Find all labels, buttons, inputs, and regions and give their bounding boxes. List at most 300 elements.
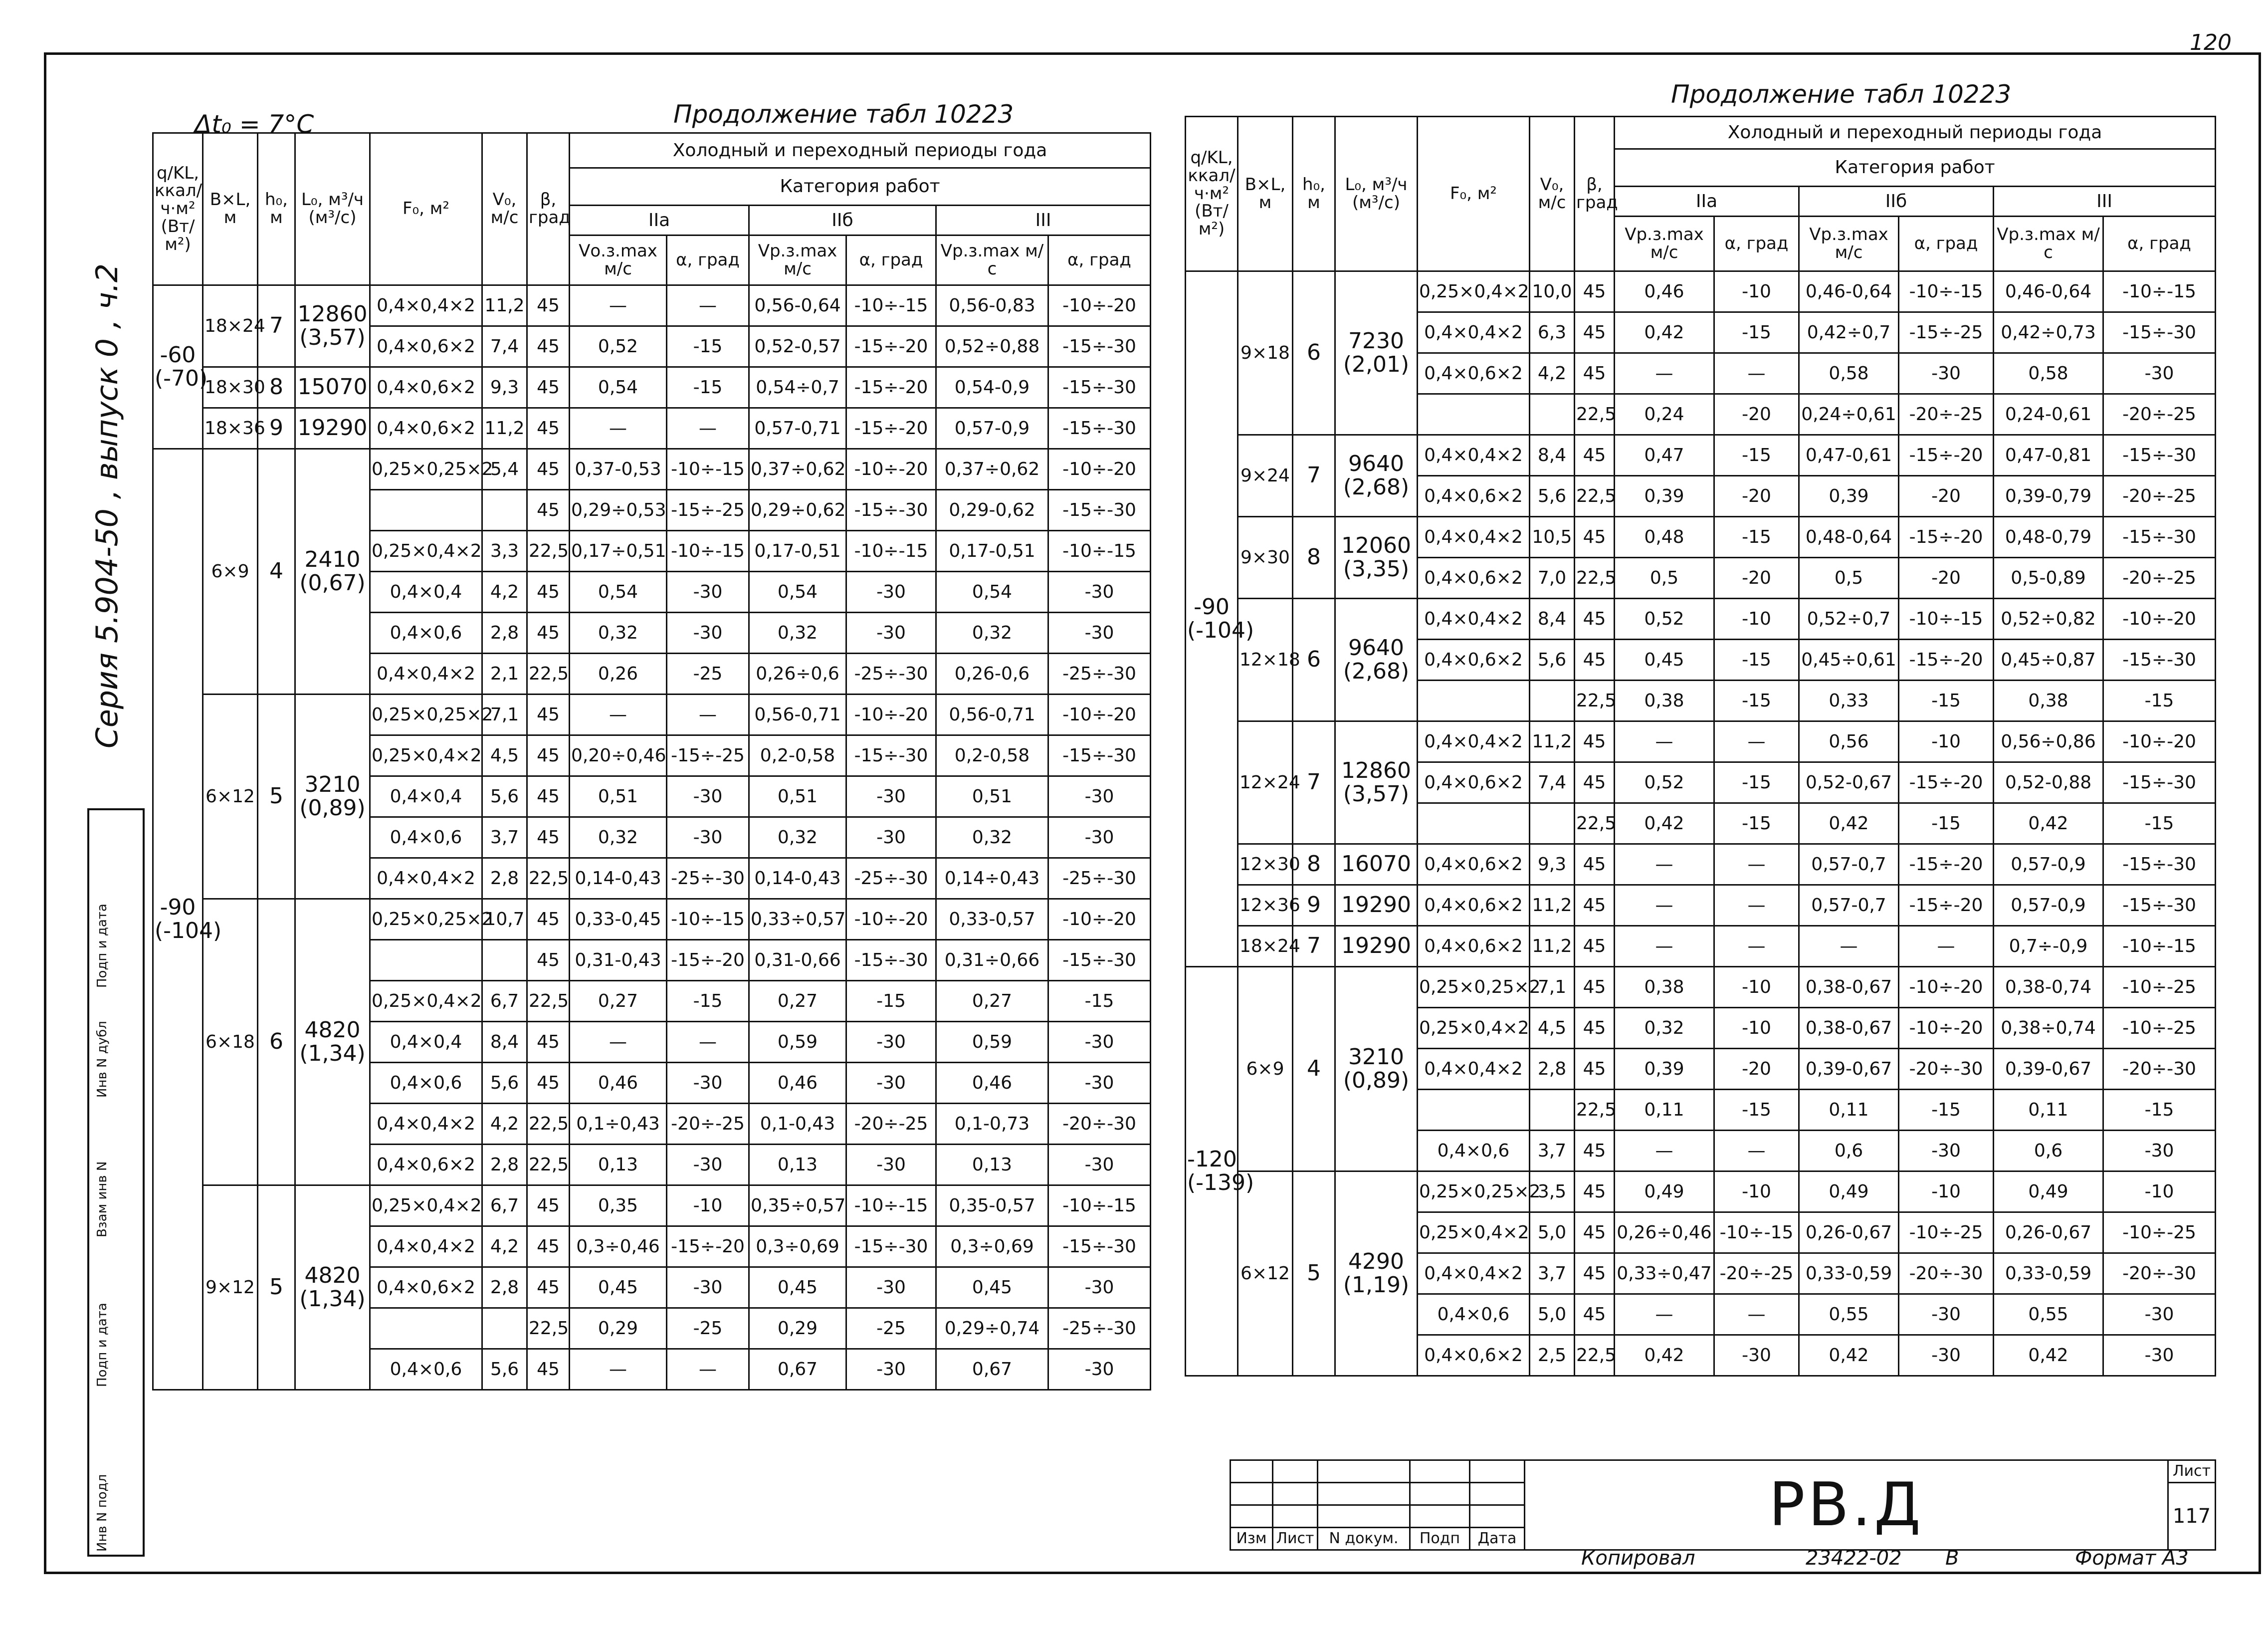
area-cell: 0,4×0,6×2 <box>370 1267 482 1308</box>
sub-v3: Vр.з.max м/с <box>1994 217 2103 271</box>
airflow-cell: 15070 <box>295 367 370 408</box>
area-cell: 0,4×0,4×2 <box>1418 1253 1530 1294</box>
a2a-cell: -30 <box>667 613 749 654</box>
v3-cell: 0,38 <box>1994 681 2103 721</box>
a2a-cell: -15 <box>1714 803 1799 844</box>
v2b-cell: 0,38-0,67 <box>1799 1008 1899 1049</box>
a2b-cell: -10÷-15 <box>846 1185 936 1226</box>
airflow-cell: 7230 (2,01) <box>1335 271 1418 435</box>
a3-cell: -10÷-25 <box>2103 1008 2216 1049</box>
table-row <box>153 367 1151 408</box>
area-cell <box>1418 681 1530 721</box>
v2b-cell: 0,38-0,67 <box>1799 967 1899 1008</box>
v2b-cell: 0,52÷0,7 <box>1799 599 1899 640</box>
area-cell: 0,25×0,4×2 <box>1418 1008 1530 1049</box>
a2a-cell: -15÷-20 <box>667 1226 749 1267</box>
angle-cell: 22,5 <box>527 858 570 899</box>
v2a-cell: 0,46 <box>1615 271 1714 312</box>
velocity-cell: 11,2 <box>1530 721 1575 762</box>
v2a-cell: 0,52 <box>1615 599 1714 640</box>
a3-cell: -15÷-30 <box>1048 367 1151 408</box>
table-row <box>1186 885 2216 926</box>
table-row <box>153 695 1151 735</box>
a2a-cell: -10 <box>1714 271 1799 312</box>
height-cell: 7 <box>1293 926 1335 967</box>
col-lo: L₀, м³/ч (м³/с) <box>295 133 370 285</box>
velocity-cell: 5,6 <box>1530 476 1575 517</box>
airflow-cell: 19290 <box>1335 885 1418 926</box>
v3-cell: 0,35-0,57 <box>936 1185 1048 1226</box>
v2b-cell: 0,37÷0,62 <box>749 449 846 490</box>
v2b-cell: 0,42 <box>1799 803 1899 844</box>
area-cell: 0,4×0,6 <box>1418 1131 1530 1171</box>
v2a-cell: 0,35 <box>570 1185 667 1226</box>
a2a-cell: -15 <box>1714 517 1799 558</box>
area-cell: 0,4×0,6×2 <box>1418 640 1530 681</box>
v2b-cell: 0,52-0,67 <box>1799 762 1899 803</box>
right-table-body <box>1186 271 2216 1376</box>
sub-v1: Vр.з.max м/с <box>1615 217 1714 271</box>
a3-cell: -30 <box>1048 1022 1151 1063</box>
v3-cell: 0,67 <box>936 1349 1048 1390</box>
area-cell: 0,25×0,4×2 <box>1418 1212 1530 1253</box>
angle-cell: 22,5 <box>1575 394 1615 435</box>
v3-cell: 0,54 <box>936 572 1048 613</box>
airflow-cell: 4820 (1,34) <box>295 1185 370 1390</box>
v3-cell: 0,6 <box>1994 1131 2103 1171</box>
a2a-cell: — <box>1714 721 1799 762</box>
table-row <box>153 449 1151 490</box>
v2b-cell: 0,14-0,43 <box>749 858 846 899</box>
a3-cell: -10÷-15 <box>1048 1185 1151 1226</box>
v3-cell: 0,58 <box>1994 353 2103 394</box>
area-cell: 0,4×0,6×2 <box>1418 885 1530 926</box>
col-fo: F₀, м² <box>370 133 482 285</box>
angle-cell: 45 <box>1575 721 1615 762</box>
v3-cell: 0,49 <box>1994 1171 2103 1212</box>
height-cell: 5 <box>258 695 295 899</box>
a2a-cell: -15 <box>667 326 749 367</box>
v2b-cell: 0,52-0,57 <box>749 326 846 367</box>
v2b-cell: 0,51 <box>749 776 846 817</box>
v2a-cell: 0,52 <box>1615 762 1714 803</box>
velocity-cell: 7,1 <box>1530 967 1575 1008</box>
v2b-cell: 0,26÷0,6 <box>749 654 846 695</box>
cat-3: III <box>936 206 1151 235</box>
a2b-cell: -30 <box>1899 1294 1994 1335</box>
col-q: q/KL, ккал/ч·м² (Вт/м²) <box>153 133 203 285</box>
v2a-cell: — <box>1615 721 1714 762</box>
a2b-cell: -15÷-30 <box>846 490 936 531</box>
area-cell: 0,4×0,6×2 <box>1418 1335 1530 1376</box>
area-cell: 0,4×0,4×2 <box>370 1104 482 1145</box>
a3-cell: -15÷-30 <box>2103 762 2216 803</box>
cat-3: III <box>1994 187 2216 217</box>
v2b-cell: 0,35÷0,57 <box>749 1185 846 1226</box>
angle-cell: 22,5 <box>527 654 570 695</box>
v3-cell: 0,51 <box>936 776 1048 817</box>
a2b-cell: -15÷-30 <box>846 735 936 776</box>
a2b-cell: -10÷-15 <box>1899 599 1994 640</box>
v2a-cell: 0,32 <box>1615 1008 1714 1049</box>
stamp-inv-dubl: Инв N дубл <box>95 1021 110 1098</box>
v2b-cell: 0,56-0,71 <box>749 695 846 735</box>
angle-cell: 45 <box>527 408 570 449</box>
v2b-cell: 0,2-0,58 <box>749 735 846 776</box>
col-lo: L₀, м³/ч (м³/с) <box>1335 117 1418 271</box>
angle-cell: 45 <box>527 285 570 326</box>
a2b-cell: -25÷-30 <box>846 858 936 899</box>
tb-ndok: N докум. <box>1318 1528 1410 1550</box>
v3-cell: 0,37÷0,62 <box>936 449 1048 490</box>
velocity-cell: 3,7 <box>482 817 527 858</box>
a2a-cell: -10 <box>1714 1171 1799 1212</box>
a3-cell: -15÷-30 <box>1048 326 1151 367</box>
area-cell: 0,4×0,6×2 <box>1418 926 1530 967</box>
heat-flux-cell: -90 (-104) <box>1186 271 1238 967</box>
a3-cell: -15÷-30 <box>1048 735 1151 776</box>
velocity-cell: 8,4 <box>482 1022 527 1063</box>
v2a-cell: — <box>570 1349 667 1390</box>
v3-cell: 0,32 <box>936 817 1048 858</box>
v3-cell: 0,33-0,57 <box>936 899 1048 940</box>
a3-cell: -15 <box>2103 803 2216 844</box>
a3-cell: -10÷-20 <box>1048 695 1151 735</box>
height-cell: 7 <box>258 285 295 367</box>
velocity-cell <box>1530 1090 1575 1131</box>
table-row <box>153 899 1151 940</box>
angle-cell: 45 <box>1575 640 1615 681</box>
area-cell: 0,4×0,4×2 <box>370 654 482 695</box>
a2a-cell: -15÷-25 <box>667 735 749 776</box>
a2a-cell: -10÷-15 <box>667 899 749 940</box>
v2b-cell: 0,48-0,64 <box>1799 517 1899 558</box>
room-size-cell: 9×18 <box>1238 271 1293 435</box>
a2a-cell: — <box>1714 926 1799 967</box>
a3-cell: -30 <box>2103 1335 2216 1376</box>
v3-cell: 0,38-0,74 <box>1994 967 2103 1008</box>
tb-list: Лист <box>1273 1528 1318 1550</box>
v3-cell: 0,27 <box>936 981 1048 1022</box>
a2b-cell: -10 <box>1899 1171 1994 1212</box>
a3-cell: -30 <box>2103 1294 2216 1335</box>
sheet-label: Лист <box>2168 1460 2216 1483</box>
right-data-table <box>1185 116 2216 1377</box>
a3-cell: -10÷-20 <box>1048 899 1151 940</box>
col-h: h₀, м <box>1293 117 1335 271</box>
velocity-cell: 3,3 <box>482 531 527 572</box>
angle-cell: 45 <box>1575 1008 1615 1049</box>
a3-cell: -15÷-30 <box>2103 517 2216 558</box>
velocity-cell: 6,7 <box>482 1185 527 1226</box>
area-cell: 0,25×0,4×2 <box>370 981 482 1022</box>
sub-a2: α, град <box>1899 217 1994 271</box>
angle-cell: 45 <box>1575 1294 1615 1335</box>
a2a-cell: -15÷-25 <box>667 490 749 531</box>
velocity-cell: 2,8 <box>482 1145 527 1185</box>
v3-cell: 0,2-0,58 <box>936 735 1048 776</box>
area-cell: 0,4×0,6 <box>370 1349 482 1390</box>
velocity-cell: 8,4 <box>1530 435 1575 476</box>
velocity-cell: 2,5 <box>1530 1335 1575 1376</box>
room-size-cell: 9×30 <box>1238 517 1293 599</box>
height-cell: 4 <box>258 449 295 695</box>
a2b-cell: -15 <box>1899 803 1994 844</box>
a3-cell: -10÷-15 <box>2103 271 2216 312</box>
angle-cell: 45 <box>527 899 570 940</box>
cat-2b: IIб <box>749 206 936 235</box>
angle-cell: 22,5 <box>527 1308 570 1349</box>
a2a-cell: — <box>1714 1131 1799 1171</box>
page-number: 120 <box>2190 30 2232 55</box>
angle-cell: 22,5 <box>1575 681 1615 721</box>
v2b-cell: 0,67 <box>749 1349 846 1390</box>
heat-flux-cell: -60 (-70) <box>153 285 203 449</box>
v2a-cell: 0,33÷0,47 <box>1615 1253 1714 1294</box>
area-cell: 0,4×0,4×2 <box>1418 599 1530 640</box>
area-cell <box>370 940 482 981</box>
v2b-cell: 0,49 <box>1799 1171 1899 1212</box>
col-fo: F₀, м² <box>1418 117 1530 271</box>
v2b-cell: 0,32 <box>749 817 846 858</box>
a2a-cell: -10 <box>667 1185 749 1226</box>
a3-cell: -20÷-25 <box>2103 476 2216 517</box>
v3-cell: 0,13 <box>936 1145 1048 1185</box>
right-table-title: Продолжение табл 10223 <box>1671 80 2012 109</box>
title-block <box>1230 1459 2216 1551</box>
velocity-cell: 6,7 <box>482 981 527 1022</box>
v3-cell: 0,46 <box>936 1063 1048 1104</box>
a3-cell: -20÷-30 <box>1048 1104 1151 1145</box>
velocity-cell: 4,2 <box>482 572 527 613</box>
angle-cell: 45 <box>1575 1253 1615 1294</box>
a2b-cell: -15÷-20 <box>1899 517 1994 558</box>
a3-cell: -15÷-30 <box>2103 435 2216 476</box>
a2a-cell: -20 <box>1714 394 1799 435</box>
a2a-cell: — <box>1714 1294 1799 1335</box>
v2a-cell: 0,33-0,45 <box>570 899 667 940</box>
area-cell <box>1418 394 1530 435</box>
v2a-cell: 0,29÷0,53 <box>570 490 667 531</box>
a2a-cell: -30 <box>667 776 749 817</box>
a2b-cell: -30 <box>846 1145 936 1185</box>
table-row <box>153 408 1151 449</box>
v2a-cell: — <box>1615 1131 1714 1171</box>
angle-cell: 45 <box>527 326 570 367</box>
tb-izm: Изм <box>1231 1528 1273 1550</box>
a2b-cell: -30 <box>1899 1335 1994 1376</box>
height-cell: 7 <box>1293 721 1335 844</box>
angle-cell: 22,5 <box>1575 1090 1615 1131</box>
room-size-cell: 18×36 <box>203 408 258 449</box>
airflow-cell: 9640 (2,68) <box>1335 599 1418 721</box>
v2b-cell: 0,59 <box>749 1022 846 1063</box>
a3-cell: -25÷-30 <box>1048 654 1151 695</box>
v2a-cell: 0,14-0,43 <box>570 858 667 899</box>
height-cell: 4 <box>1293 967 1335 1171</box>
sub-a1: α, град <box>667 235 749 285</box>
a2a-cell: — <box>667 695 749 735</box>
a2b-cell: -10÷-15 <box>1899 271 1994 312</box>
velocity-cell: 11,2 <box>1530 885 1575 926</box>
a2a-cell: -15 <box>667 981 749 1022</box>
sub-a2: α, град <box>846 235 936 285</box>
a2b-cell: -15 <box>1899 1090 1994 1131</box>
v2a-cell: 0,42 <box>1615 803 1714 844</box>
v2a-cell: 0,42 <box>1615 312 1714 353</box>
v3-cell: 0,11 <box>1994 1090 2103 1131</box>
a2b-cell: -30 <box>1899 1131 1994 1171</box>
angle-cell: 22,5 <box>1575 476 1615 517</box>
velocity-cell: 5,6 <box>1530 640 1575 681</box>
v2b-cell: — <box>1799 926 1899 967</box>
a2b-cell: -10 <box>1899 721 1994 762</box>
area-cell: 0,4×0,4×2 <box>370 858 482 899</box>
room-size-cell: 6×12 <box>1238 1171 1293 1376</box>
a2b-cell: -20÷-25 <box>1899 394 1994 435</box>
a2b-cell: -10÷-20 <box>1899 967 1994 1008</box>
angle-cell: 45 <box>1575 762 1615 803</box>
a3-cell: -30 <box>1048 1063 1151 1104</box>
a3-cell: -15 <box>2103 1090 2216 1131</box>
a2b-cell: -15÷-20 <box>1899 640 1994 681</box>
v3-cell: 0,55 <box>1994 1294 2103 1335</box>
heat-flux-cell: -90 (-104) <box>153 449 203 1390</box>
v3-cell: 0,26-0,67 <box>1994 1212 2103 1253</box>
v2a-cell: — <box>1615 844 1714 885</box>
a3-cell: -20÷-25 <box>2103 558 2216 599</box>
angle-cell: 45 <box>1575 435 1615 476</box>
airflow-cell: 2410 (0,67) <box>295 449 370 695</box>
a2b-cell: -25÷-30 <box>846 654 936 695</box>
v3-cell: 0,57-0,9 <box>936 408 1048 449</box>
room-size-cell: 12×18 <box>1238 599 1293 721</box>
a3-cell: -10÷-20 <box>1048 285 1151 326</box>
a3-cell: -15÷-30 <box>2103 312 2216 353</box>
table-row <box>1186 844 2216 885</box>
angle-cell: 45 <box>527 367 570 408</box>
angle-cell: 22,5 <box>527 531 570 572</box>
cat-2b: IIб <box>1799 187 1994 217</box>
a2b-cell: -30 <box>846 1349 936 1390</box>
v2a-cell: 0,11 <box>1615 1090 1714 1131</box>
angle-cell: 45 <box>1575 599 1615 640</box>
v3-cell: 0,38÷0,74 <box>1994 1008 2103 1049</box>
v2a-cell: — <box>570 408 667 449</box>
angle-cell: 45 <box>527 817 570 858</box>
angle-cell: 45 <box>1575 967 1615 1008</box>
a2a-cell: -30 <box>667 817 749 858</box>
a3-cell: -15÷-30 <box>1048 490 1151 531</box>
angle-cell: 45 <box>527 776 570 817</box>
v2b-cell: 0,39-0,67 <box>1799 1049 1899 1090</box>
room-size-cell: 12×36 <box>1238 885 1293 926</box>
a3-cell: -10÷-15 <box>1048 531 1151 572</box>
v2a-cell: 0,49 <box>1615 1171 1714 1212</box>
v2b-cell: 0,31-0,66 <box>749 940 846 981</box>
tb-podp: Подп <box>1410 1528 1470 1550</box>
a2a-cell: — <box>667 285 749 326</box>
v3-cell: 0,24-0,61 <box>1994 394 2103 435</box>
v2b-cell: 0,42÷0,7 <box>1799 312 1899 353</box>
v2a-cell: 0,54 <box>570 367 667 408</box>
footer-letter: В <box>1945 1547 1959 1570</box>
velocity-cell: 4,2 <box>482 1226 527 1267</box>
velocity-cell: 2,1 <box>482 654 527 695</box>
cat-2a: IIа <box>1615 187 1799 217</box>
a3-cell: -25÷-30 <box>1048 858 1151 899</box>
velocity-cell: 5,6 <box>482 1063 527 1104</box>
velocity-cell: 2,8 <box>482 858 527 899</box>
area-cell: 0,4×0,4×2 <box>1418 312 1530 353</box>
v2a-cell: — <box>1615 885 1714 926</box>
velocity-cell: 9,3 <box>1530 844 1575 885</box>
angle-cell: 45 <box>1575 926 1615 967</box>
velocity-cell: 7,1 <box>482 695 527 735</box>
area-cell <box>1418 1090 1530 1131</box>
area-cell: 0,4×0,4 <box>370 776 482 817</box>
v2a-cell: 0,32 <box>570 613 667 654</box>
area-cell: 0,4×0,6×2 <box>1418 558 1530 599</box>
v3-cell: 0,59 <box>936 1022 1048 1063</box>
room-size-cell: 18×30 <box>203 367 258 408</box>
a2b-cell: -10÷-15 <box>846 531 936 572</box>
velocity-cell: 5,6 <box>482 776 527 817</box>
v3-cell: 0,54-0,9 <box>936 367 1048 408</box>
v3-cell: 0,52÷0,82 <box>1994 599 2103 640</box>
velocity-cell: 11,2 <box>482 408 527 449</box>
room-size-cell: 6×9 <box>203 449 258 695</box>
velocity-cell: 7,4 <box>1530 762 1575 803</box>
v2b-cell: 0,33 <box>1799 681 1899 721</box>
a2a-cell: -10 <box>1714 1008 1799 1049</box>
area-cell <box>1418 803 1530 844</box>
left-table-title: Продолжение табл 10223 <box>673 100 1014 129</box>
area-cell: 0,25×0,4×2 <box>370 1185 482 1226</box>
area-cell: 0,4×0,6 <box>1418 1294 1530 1335</box>
v2b-cell: 0,26-0,67 <box>1799 1212 1899 1253</box>
v3-cell: 0,29÷0,74 <box>936 1308 1048 1349</box>
table-row <box>1186 517 2216 558</box>
area-cell: 0,4×0,4×2 <box>1418 1049 1530 1090</box>
area-cell: 0,25×0,25×2 <box>1418 967 1530 1008</box>
v2b-cell: 0,33-0,59 <box>1799 1253 1899 1294</box>
airflow-cell: 12060 (3,35) <box>1335 517 1418 599</box>
v3-cell: 0,32 <box>936 613 1048 654</box>
a2a-cell: -15 <box>1714 1090 1799 1131</box>
stamp-podp-data-1: Подп и дата <box>95 1303 110 1387</box>
v2a-cell: 0,45 <box>570 1267 667 1308</box>
v2b-cell: 0,32 <box>749 613 846 654</box>
area-cell: 0,4×0,6×2 <box>1418 762 1530 803</box>
airflow-cell: 3210 (0,89) <box>295 695 370 899</box>
v2a-cell: 0,47 <box>1615 435 1714 476</box>
col-vo: V₀, м/с <box>1530 117 1575 271</box>
angle-cell: 45 <box>527 1185 570 1226</box>
a2b-cell: -15÷-20 <box>1899 435 1994 476</box>
v2a-cell: 0,48 <box>1615 517 1714 558</box>
a2a-cell: -10 <box>1714 599 1799 640</box>
area-cell: 0,4×0,6×2 <box>1418 476 1530 517</box>
area-cell: 0,4×0,4×2 <box>1418 435 1530 476</box>
v2a-cell: 0,52 <box>570 326 667 367</box>
velocity-cell: 2,8 <box>482 613 527 654</box>
velocity-cell: 11,2 <box>1530 926 1575 967</box>
a2a-cell: -25 <box>667 1308 749 1349</box>
v2a-cell: — <box>1615 1294 1714 1335</box>
a2a-cell: -20÷-25 <box>667 1104 749 1145</box>
v2b-cell: 0,45÷0,61 <box>1799 640 1899 681</box>
